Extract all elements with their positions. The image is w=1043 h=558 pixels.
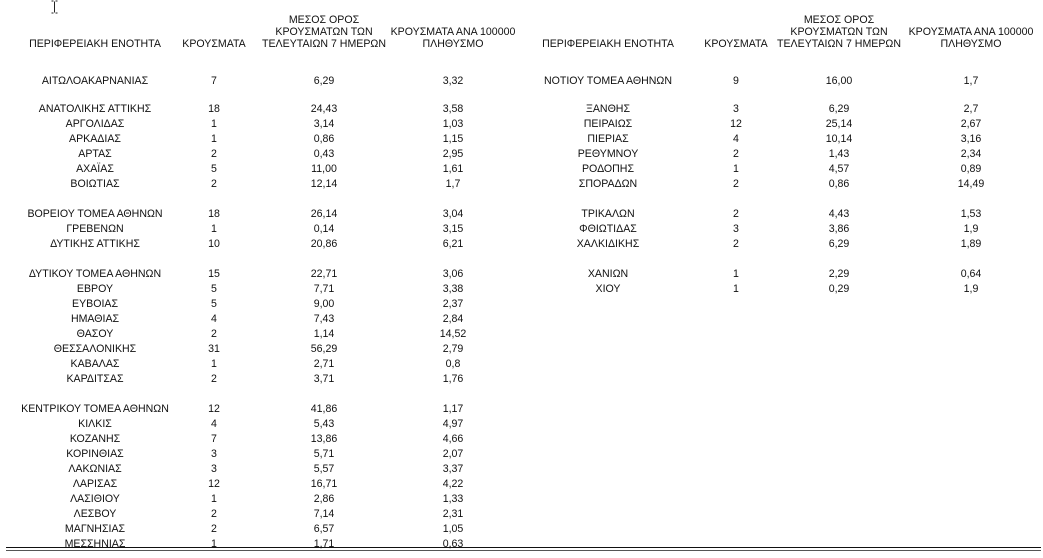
table-row xyxy=(0,133,1043,145)
cell-avg7: 9,00 xyxy=(313,298,335,310)
cell-cases: 7 xyxy=(211,433,217,445)
cell-avg7: 7,43 xyxy=(313,313,335,325)
table-row xyxy=(0,358,1043,370)
cell-region: ΑΝΑΤΟΛΙΚΗΣ ΑΤΤΙΚΗΣ xyxy=(38,103,152,115)
table-row xyxy=(0,75,1043,87)
cell-region: ΧΑΝΙΩΝ xyxy=(587,268,629,280)
cell-per100k: 1,76 xyxy=(442,373,464,385)
cell-cases: 1 xyxy=(211,493,217,505)
cell-cases: 2 xyxy=(733,208,739,220)
cell-region: ΦΘΙΩΤΙΔΑΣ xyxy=(579,223,637,235)
header-line: ΚΡΟΥΣΜΑΤΑ ΑΝΑ 100000 xyxy=(908,26,1034,38)
right-header-region xyxy=(540,38,676,50)
cell-region: ΧΙΟΥ xyxy=(595,283,621,295)
cell-cases: 2 xyxy=(211,508,217,520)
cell-region: ΠΙΕΡΙΑΣ xyxy=(587,133,629,145)
cell-per100k: 4,97 xyxy=(442,418,464,430)
cell-avg7: 5,43 xyxy=(313,418,335,430)
cell-region: ΚΑΡΔΙΤΣΑΣ xyxy=(66,373,124,385)
header-line: ΠΛΗΘΥΣΜΟ xyxy=(940,38,1002,50)
cell-per100k: 3,58 xyxy=(442,103,464,115)
cell-cases: 3 xyxy=(211,463,217,475)
cell-cases: 1 xyxy=(211,133,217,145)
left-header-cases xyxy=(177,38,251,50)
cell-avg7: 3,86 xyxy=(828,223,850,235)
cell-avg7: 5,71 xyxy=(313,448,335,460)
header-line: ΜΕΣΟΣ ΟΡΟΣ xyxy=(803,14,875,26)
cell-cases: 1 xyxy=(733,163,739,175)
cell-avg7: 26,14 xyxy=(310,208,338,220)
cell-region: ΞΑΝΘΗΣ xyxy=(585,103,631,115)
cell-avg7: 25,14 xyxy=(825,118,853,130)
cell-avg7: 0,14 xyxy=(313,223,335,235)
cell-per100k: 2,84 xyxy=(442,313,464,325)
header-line: ΠΛΗΘΥΣΜΟ xyxy=(422,38,484,50)
table-row xyxy=(0,283,1043,295)
cell-cases: 2 xyxy=(211,328,217,340)
cell-cases: 1 xyxy=(211,118,217,130)
cell-per100k: 3,32 xyxy=(442,75,464,87)
cell-per100k: 1,15 xyxy=(442,133,464,145)
cell-region: ΗΜΑΘΙΑΣ xyxy=(70,313,120,325)
header-line: ΚΡΟΥΣΜΑΤΩΝ ΤΩΝ xyxy=(275,26,373,38)
header-line: ΚΡΟΥΣΜΑΤΩΝ ΤΩΝ xyxy=(790,26,888,38)
cell-avg7: 16,71 xyxy=(310,478,338,490)
table-row xyxy=(0,463,1043,475)
cell-cases: 1 xyxy=(211,538,217,550)
header-line: ΜΕΣΟΣ ΟΡΟΣ xyxy=(288,14,360,26)
cell-per100k: 3,38 xyxy=(442,283,464,295)
cell-region: ΣΠΟΡΑΔΩΝ xyxy=(578,178,638,190)
table-row xyxy=(0,118,1043,130)
cell-region: ΜΕΣΣΗΝΙΑΣ xyxy=(64,538,126,550)
header-line: ΠΕΡΙΦΕΡΕΙΑΚΗ ΕΝΟΤΗΤΑ xyxy=(29,38,161,50)
cell-avg7: 11,00 xyxy=(311,163,337,175)
cell-avg7: 13,86 xyxy=(310,433,338,445)
cell-cases: 5 xyxy=(211,283,217,295)
cell-cases: 2 xyxy=(211,523,217,535)
cell-cases: 15 xyxy=(208,268,220,280)
cell-per100k: 6,21 xyxy=(442,238,464,250)
cell-avg7: 24,43 xyxy=(310,103,338,115)
cell-cases: 3 xyxy=(733,103,739,115)
cell-avg7: 3,71 xyxy=(313,373,335,385)
cell-per100k: 1,33 xyxy=(442,493,464,505)
cell-region: ΜΑΓΝΗΣΙΑΣ xyxy=(64,523,126,535)
cell-region: ΧΑΛΚΙΔΙΚΗΣ xyxy=(576,238,640,250)
cell-per100k: 1,53 xyxy=(960,208,982,220)
cell-region: ΑΡΚΑΔΙΑΣ xyxy=(69,133,121,145)
cell-cases: 9 xyxy=(733,75,739,87)
header-line: ΤΕΛΕΥΤΑΙΩΝ 7 ΗΜΕΡΩΝ xyxy=(262,38,386,50)
cell-per100k: 14,52 xyxy=(439,328,467,340)
table-row xyxy=(0,493,1043,505)
cell-region: ΔΥΤΙΚΟΥ ΤΟΜΕΑ ΑΘΗΝΩΝ xyxy=(28,268,162,280)
cell-avg7: 2,86 xyxy=(313,493,335,505)
cell-avg7: 7,14 xyxy=(313,508,335,520)
table-row xyxy=(0,373,1043,385)
cell-per100k: 2,95 xyxy=(442,148,464,160)
cell-cases: 18 xyxy=(208,103,220,115)
table-row xyxy=(0,523,1043,535)
cell-per100k: 3,16 xyxy=(960,133,982,145)
cell-cases: 5 xyxy=(211,163,217,175)
cell-avg7: 1,43 xyxy=(828,148,850,160)
cell-per100k: 2,7 xyxy=(963,103,979,115)
left-header-avg7 xyxy=(262,14,386,50)
cell-avg7: 6,29 xyxy=(313,75,335,87)
cell-avg7: 16,00 xyxy=(825,75,853,87)
cell-avg7: 1,14 xyxy=(313,328,335,340)
cell-region: ΑΙΤΩΛΟΑΚΑΡΝΑΝΙΑΣ xyxy=(41,75,149,87)
cell-per100k: 1,03 xyxy=(442,118,464,130)
header-line: ΠΕΡΙΦΕΡΕΙΑΚΗ ΕΝΟΤΗΤΑ xyxy=(542,38,674,50)
cell-avg7: 0,86 xyxy=(828,178,850,190)
cell-region: ΓΡΕΒΕΝΩΝ xyxy=(66,223,124,235)
cell-per100k: 14,49 xyxy=(957,178,985,190)
table-row xyxy=(0,433,1043,445)
cell-cases: 1 xyxy=(211,223,217,235)
cell-region: ΚΑΒΑΛΑΣ xyxy=(70,358,120,370)
cell-per100k: 1,05 xyxy=(442,523,464,535)
cell-region: ΔΥΤΙΚΗΣ ΑΤΤΙΚΗΣ xyxy=(50,238,140,250)
table-row xyxy=(0,448,1043,460)
cell-region: ΕΒΡΟΥ xyxy=(76,283,114,295)
cell-region: ΡΕΘΥΜΝΟΥ xyxy=(577,148,639,160)
cell-avg7: 4,57 xyxy=(828,163,850,175)
cell-region: ΑΡΤΑΣ xyxy=(78,148,112,160)
cell-avg7: 6,57 xyxy=(313,523,335,535)
cell-avg7: 0,86 xyxy=(313,133,335,145)
table-row xyxy=(0,148,1043,160)
cell-avg7: 2,29 xyxy=(828,268,850,280)
table-row xyxy=(0,298,1043,310)
cell-per100k: 0,63 xyxy=(442,538,464,550)
cell-region: ΚΟΡΙΝΘΙΑΣ xyxy=(66,448,124,460)
cell-cases: 4 xyxy=(211,313,217,325)
cell-avg7: 1,71 xyxy=(313,538,335,550)
cell-cases: 12 xyxy=(208,403,220,415)
table-row xyxy=(0,403,1043,415)
table-row xyxy=(0,478,1043,490)
cell-cases: 10 xyxy=(208,238,220,250)
cell-per100k: 2,79 xyxy=(442,343,464,355)
table-row xyxy=(0,238,1043,250)
cell-avg7: 56,29 xyxy=(310,343,338,355)
cell-cases: 2 xyxy=(211,373,217,385)
left-header-region xyxy=(18,38,172,50)
cell-cases: 1 xyxy=(733,268,739,280)
cell-region: ΑΧΑΪΑΣ xyxy=(76,163,114,175)
right-header-per100k xyxy=(901,26,1041,50)
cell-avg7: 20,86 xyxy=(310,238,338,250)
cell-avg7: 5,57 xyxy=(313,463,335,475)
cell-per100k: 1,61 xyxy=(442,163,464,175)
cell-region: ΛΑΣΙΘΙΟΥ xyxy=(70,493,120,505)
cell-region: ΒΟΙΩΤΙΑΣ xyxy=(70,178,120,190)
table-row xyxy=(0,208,1043,220)
cell-region: ΚΕΝΤΡΙΚΟΥ ΤΟΜΕΑ ΑΘΗΝΩΝ xyxy=(21,403,169,415)
cell-per100k: 3,04 xyxy=(442,208,464,220)
cell-per100k: 2,37 xyxy=(442,298,464,310)
table-row xyxy=(0,268,1043,280)
cell-per100k: 4,66 xyxy=(442,433,464,445)
text-cursor-icon xyxy=(51,0,58,14)
cell-avg7: 6,29 xyxy=(828,103,850,115)
cell-region: ΛΑΚΩΝΙΑΣ xyxy=(68,463,122,475)
cell-cases: 4 xyxy=(211,418,217,430)
cell-avg7: 0,29 xyxy=(828,283,850,295)
cell-cases: 2 xyxy=(733,148,739,160)
cell-per100k: 2,31 xyxy=(442,508,464,520)
table-row xyxy=(0,103,1043,115)
cell-cases: 18 xyxy=(208,208,220,220)
cell-region: ΠΕΙΡΑΙΩΣ xyxy=(583,118,633,130)
cell-avg7: 0,43 xyxy=(313,148,335,160)
cell-per100k: 0,89 xyxy=(960,163,982,175)
cell-avg7: 2,71 xyxy=(313,358,335,370)
right-header-avg7 xyxy=(777,14,901,50)
cell-cases: 2 xyxy=(211,148,217,160)
cell-region: ΤΡΙΚΑΛΩΝ xyxy=(581,208,635,220)
cell-per100k: 1,7 xyxy=(445,178,461,190)
cell-cases: 3 xyxy=(733,223,739,235)
bottom-rule xyxy=(6,547,1041,551)
header-line: ΚΡΟΥΣΜΑΤΑ xyxy=(704,38,768,50)
cell-region: ΕΥΒΟΙΑΣ xyxy=(72,298,118,310)
header-line: ΤΕΛΕΥΤΑΙΩΝ 7 ΗΜΕΡΩΝ xyxy=(777,38,901,50)
table-row xyxy=(0,343,1043,355)
cell-region: ΚΟΖΑΝΗΣ xyxy=(69,433,121,445)
cell-cases: 3 xyxy=(211,448,217,460)
cell-cases: 2 xyxy=(211,178,217,190)
cell-per100k: 4,22 xyxy=(442,478,464,490)
right-header-cases xyxy=(700,38,772,50)
cell-avg7: 3,14 xyxy=(313,118,335,130)
cell-per100k: 1,9 xyxy=(963,223,979,235)
table-row xyxy=(0,508,1043,520)
cell-per100k: 1,7 xyxy=(963,75,979,87)
cell-per100k: 1,89 xyxy=(960,238,982,250)
cell-region: ΛΑΡΙΣΑΣ xyxy=(72,478,118,490)
cell-per100k: 2,67 xyxy=(960,118,982,130)
cell-cases: 2 xyxy=(733,178,739,190)
cell-cases: 2 xyxy=(733,238,739,250)
cell-cases: 4 xyxy=(733,133,739,145)
cell-per100k: 2,34 xyxy=(960,148,982,160)
cell-per100k: 0,8 xyxy=(445,358,461,370)
cell-region: ΚΙΛΚΙΣ xyxy=(78,418,112,430)
cell-region: ΘΑΣΟΥ xyxy=(76,328,114,340)
cell-per100k: 3,15 xyxy=(442,223,464,235)
header-line: ΚΡΟΥΣΜΑΤΑ xyxy=(182,38,246,50)
cell-avg7: 41,86 xyxy=(310,403,338,415)
table-row xyxy=(0,328,1043,340)
cell-region: ΡΟΔΟΠΗΣ xyxy=(581,163,635,175)
cell-region: ΛΕΣΒΟΥ xyxy=(73,508,117,520)
cell-avg7: 7,71 xyxy=(313,283,335,295)
cell-per100k: 1,9 xyxy=(963,283,979,295)
cell-avg7: 22,71 xyxy=(310,268,338,280)
cell-cases: 12 xyxy=(730,118,742,130)
cell-region: ΝΟΤΙΟΥ ΤΟΜΕΑ ΑΘΗΝΩΝ xyxy=(543,75,673,87)
cell-per100k: 3,37 xyxy=(442,463,464,475)
cell-cases: 1 xyxy=(733,283,739,295)
cell-cases: 7 xyxy=(211,75,217,87)
cell-cases: 5 xyxy=(211,298,217,310)
table-row xyxy=(0,418,1043,430)
cell-per100k: 1,17 xyxy=(442,403,464,415)
cell-avg7: 12,14 xyxy=(310,178,338,190)
left-header-per100k xyxy=(383,26,523,50)
cell-per100k: 2,07 xyxy=(442,448,464,460)
table-row xyxy=(0,178,1043,190)
cell-cases: 31 xyxy=(208,343,220,355)
cell-region: ΘΕΣΣΑΛΟΝΙΚΗΣ xyxy=(53,343,137,355)
cell-region: ΒΟΡΕΙΟΥ ΤΟΜΕΑ ΑΘΗΝΩΝ xyxy=(27,208,163,220)
cell-avg7: 10,14 xyxy=(825,133,853,145)
cell-avg7: 6,29 xyxy=(828,238,850,250)
header-line: ΚΡΟΥΣΜΑΤΑ ΑΝΑ 100000 xyxy=(390,26,516,38)
table-row xyxy=(0,313,1043,325)
cell-cases: 1 xyxy=(211,358,217,370)
cell-region: ΑΡΓΟΛΙΔΑΣ xyxy=(65,118,125,130)
cell-per100k: 0,64 xyxy=(960,268,982,280)
cell-avg7: 4,43 xyxy=(828,208,850,220)
cell-cases: 12 xyxy=(208,478,220,490)
table-row xyxy=(0,163,1043,175)
cell-per100k: 3,06 xyxy=(442,268,464,280)
table-row xyxy=(0,223,1043,235)
